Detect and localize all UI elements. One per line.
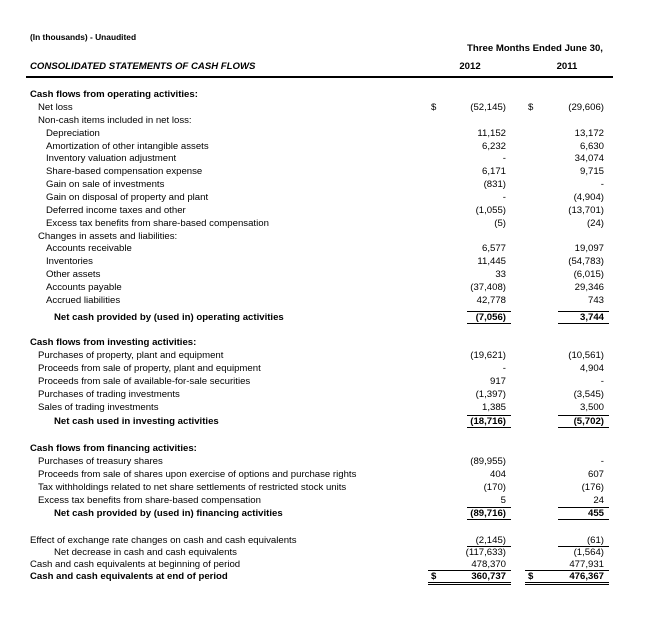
row-value-2012: - (502, 191, 506, 203)
row-label: Gain on disposal of property and plant (46, 191, 209, 203)
row-value-2011: 3,500 (579, 402, 604, 413)
ending-cash-label: Cash and cash equivalents at end of period (30, 571, 228, 582)
row-value-2011: (3,545) (573, 389, 604, 400)
ending-cash-2012: 360,737 (471, 571, 506, 582)
row-value-2012: 917 (489, 376, 506, 387)
dollar-sign-2011: $ (528, 102, 534, 113)
row-value-2012: 42,778 (476, 294, 506, 306)
row-value-2011: 19,097 (574, 243, 604, 255)
operating-total-2012: (7,056) (475, 312, 506, 323)
row-value-2011: - (600, 376, 604, 387)
row-label: Excess tax benefits from share-based compensation (46, 217, 269, 229)
row-value-2012: - (502, 153, 506, 165)
row-label: Accounts payable (46, 281, 122, 293)
dollar-sign-2012: $ (431, 102, 437, 113)
row-value-2011: (24) (586, 217, 604, 229)
row-value-2011: 9,715 (579, 166, 604, 178)
column-year-2012: 2012 (459, 61, 481, 72)
financing-total-2012: (89,716) (470, 508, 506, 519)
statement-title: CONSOLIDATED STATEMENTS OF CASH FLOWS (30, 61, 256, 72)
row-label: Purchases of treasury shares (38, 456, 163, 467)
row-value-2012: 1,385 (481, 402, 506, 413)
row-label: Accounts receivable (46, 243, 132, 255)
row-value-2011: (176) (581, 482, 604, 493)
row-value-2011: (29,606) (568, 102, 604, 113)
investing-heading: Cash flows from investing activities: (30, 337, 197, 348)
beginning-cash-2011: 477,931 (569, 559, 604, 570)
row-label: Net loss (38, 102, 73, 113)
row-label: Sales of trading investments (38, 402, 159, 413)
row-label: Purchases of trading investments (38, 389, 180, 400)
row-label: Inventory valuation adjustment (46, 153, 177, 165)
column-year-2011: 2011 (556, 61, 578, 72)
financing-total-2011: 455 (587, 508, 604, 519)
beginning-cash-label: Cash and cash equivalents at beginning of period (30, 559, 241, 570)
period-label: Three Months Ended June 30, (467, 43, 603, 54)
row-value-2012: (831) (483, 179, 506, 191)
ending-cash-dollar-2012: $ (431, 571, 437, 582)
row-value-2012: (19,621) (470, 350, 506, 361)
row-value-2011: - (600, 456, 604, 467)
net-decrease-2011: (1,564) (573, 547, 604, 558)
operating-total-rule-2012 (467, 323, 511, 324)
row-label: Proceeds from sale of available-for-sale securities (38, 376, 251, 387)
row-value-2012: 6,577 (481, 243, 506, 255)
financing-heading: Cash flows from financing activities: (30, 443, 197, 454)
row-value-2012: 11,445 (477, 256, 506, 268)
row-value-2012: 404 (489, 469, 506, 480)
row-value-2011: (6,015) (573, 269, 604, 281)
row-value-2011: 13,172 (574, 127, 604, 139)
financing-total-rule-2011 (558, 519, 609, 520)
row-value-2012: (89,955) (470, 456, 506, 467)
row-label: Accrued liabilities (46, 294, 121, 306)
row-label: Inventories (46, 256, 93, 268)
investing-total-rule-2011 (558, 427, 609, 428)
row-value-2011: - (600, 179, 604, 191)
row-label: Proceeds from sale of shares upon exercise of options and purchase rights (38, 469, 357, 480)
row-value-2011: (13,701) (568, 204, 604, 216)
row-value-2012: - (502, 363, 506, 374)
ending-double-rule-b-2012 (428, 584, 511, 585)
row-value-2012: (170) (483, 482, 506, 493)
financing-total-label: Net cash provided by (used in) financing activities (54, 508, 283, 519)
fx-effect-label: Effect of exchange rate changes on cash and cash equivalents (30, 535, 297, 546)
financing-total-rule-2012 (467, 519, 511, 520)
row-value-2012: (37,408) (470, 281, 506, 293)
fx-effect-2012: (2,145) (475, 535, 506, 546)
row-value-2012: 6,232 (481, 140, 506, 152)
row-label: Depreciation (46, 127, 100, 139)
header-rule (26, 76, 613, 78)
row-value-2012: (5) (494, 217, 506, 229)
row-value-2011: (4,904) (573, 191, 604, 203)
row-label: Amortization of other intangible assets (46, 140, 209, 152)
operating-total-2011: 3,744 (579, 312, 604, 323)
row-value-2012: (1,055) (475, 204, 506, 216)
row-value-2011: (10,561) (568, 350, 604, 361)
beginning-cash-2012: 478,370 (471, 559, 506, 570)
row-value-2011: 34,074 (574, 153, 604, 165)
row-value-2011: 607 (587, 469, 604, 480)
row-label: Proceeds from sale of property, plant and equipment (38, 363, 261, 374)
row-label: Changes in assets and liabilities: (38, 230, 178, 242)
row-value-2011: 24 (593, 495, 604, 506)
row-value-2011: 4,904 (579, 363, 604, 374)
row-label: Excess tax benefits from share-based compensation (38, 495, 261, 506)
row-label: Share-based compensation expense (46, 166, 203, 178)
row-value-2011: 743 (587, 294, 604, 306)
investing-total-2012: (18,716) (470, 416, 506, 427)
ending-double-rule-b-2011 (525, 584, 609, 585)
fx-effect-2011: (61) (586, 535, 604, 546)
ending-double-rule-a-2011 (525, 582, 609, 583)
row-value-2011: 6,630 (579, 140, 604, 152)
ending-cash-2011: 476,367 (569, 571, 604, 582)
row-label: Deferred income taxes and other (46, 204, 186, 216)
row-label: Non-cash items included in net loss: (38, 114, 192, 126)
operating-total-rule-2011 (558, 323, 609, 324)
row-label: Tax withholdings related to net share settlements of restricted stock units (38, 482, 347, 493)
row-label: Purchases of property, plant and equipment (38, 350, 224, 361)
row-value-2012: 6,171 (481, 166, 506, 178)
row-label: Other assets (46, 269, 101, 281)
row-value-2012: (52,145) (470, 102, 506, 113)
operating-total-label: Net cash provided by (used in) operating activities (54, 312, 284, 323)
row-value-2011: (54,783) (568, 256, 604, 268)
units-note: (In thousands) - Unaudited (30, 32, 137, 42)
row-label: Gain on sale of investments (46, 179, 165, 191)
investing-total-2011: (5,702) (573, 416, 604, 427)
row-value-2012: 11,152 (477, 127, 506, 139)
row-value-2012: 33 (495, 269, 506, 281)
ending-double-rule-a-2012 (428, 582, 511, 583)
row-value-2011: 29,346 (574, 281, 604, 293)
operating-heading: Cash flows from operating activities: (30, 89, 198, 100)
net-decrease-label: Net decrease in cash and cash equivalents (54, 547, 237, 558)
row-value-2012: 5 (500, 495, 506, 506)
ending-cash-dollar-2011: $ (528, 571, 534, 582)
investing-total-rule-2012 (467, 427, 511, 428)
investing-total-label: Net cash used in investing activities (54, 416, 219, 427)
net-decrease-2012: (117,633) (465, 547, 506, 558)
row-value-2012: (1,397) (475, 389, 506, 400)
